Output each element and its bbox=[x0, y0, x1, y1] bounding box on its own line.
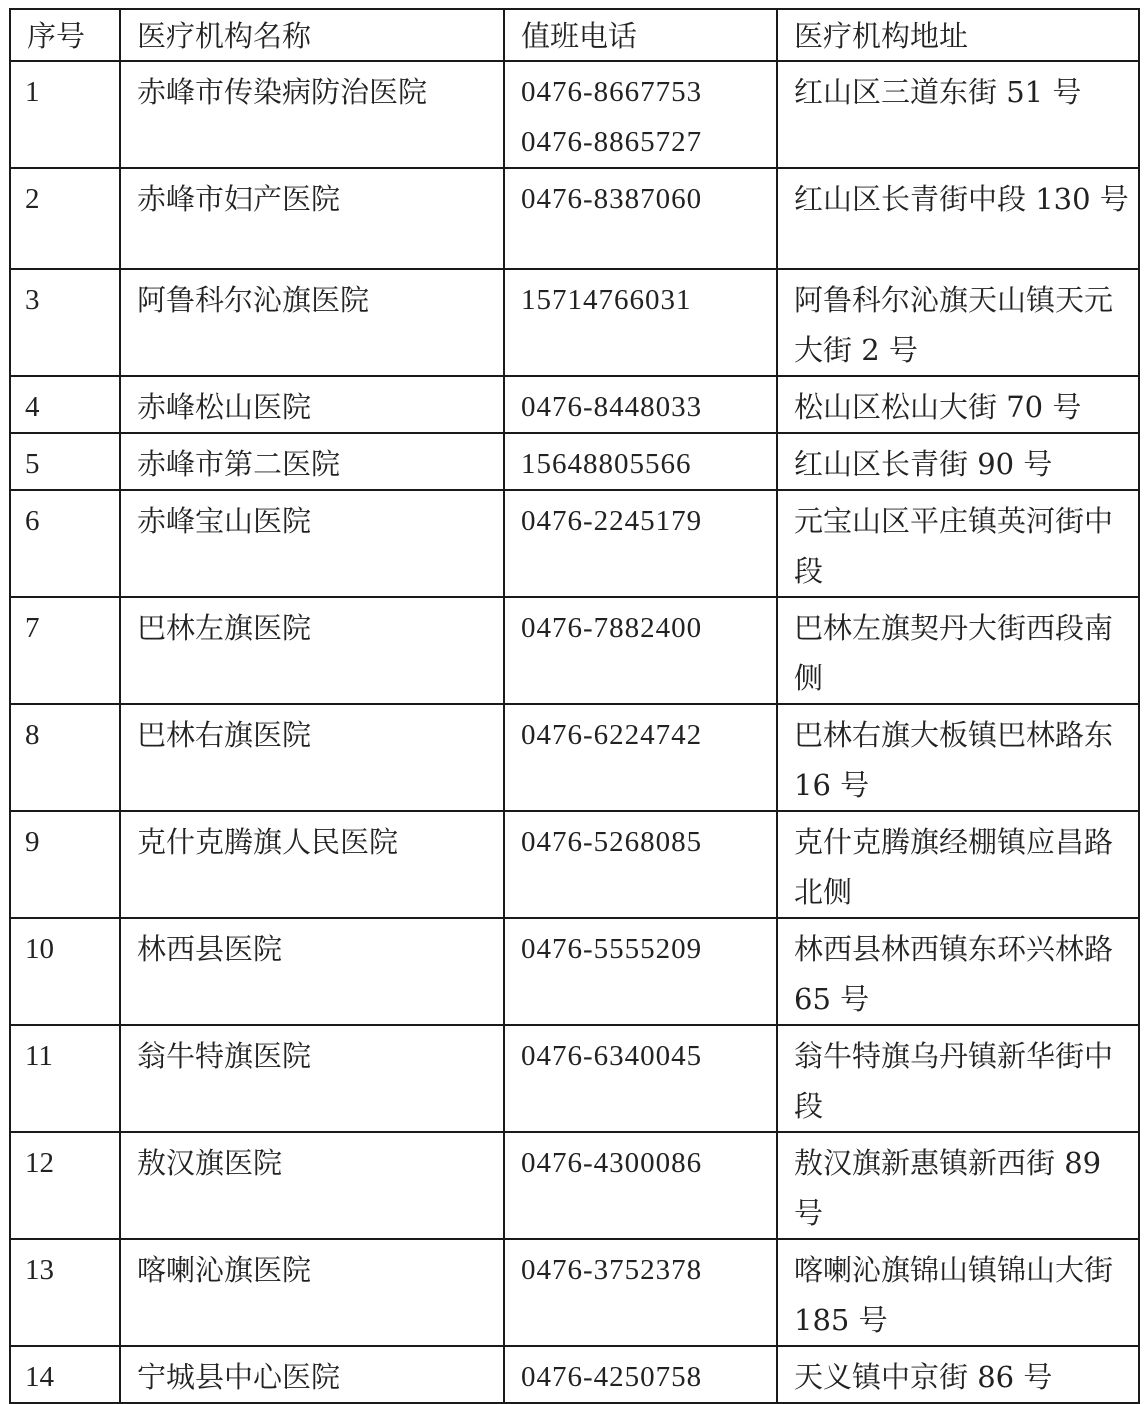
cell-address: 阿鲁科尔沁旗天山镇天元大街 2 号 bbox=[777, 269, 1139, 376]
cell-hospital-name: 赤峰市妇产医院 bbox=[120, 168, 504, 269]
cell-address: 喀喇沁旗锦山镇锦山大街 185 号 bbox=[777, 1239, 1139, 1346]
phone-number: 0476-4300086 bbox=[521, 1147, 703, 1179]
cell-number: 4 bbox=[10, 376, 120, 433]
phone-number: 0476-6340045 bbox=[521, 1040, 703, 1072]
cell-phone bbox=[504, 704, 777, 811]
cell-number: 10 bbox=[10, 918, 120, 1025]
phone-number: 0476-2245179 bbox=[521, 505, 703, 537]
header-cell-address: 医疗机构地址 bbox=[777, 9, 1139, 61]
cell-phone bbox=[504, 433, 777, 490]
cell-address: 天义镇中京街 86 号 bbox=[777, 1346, 1139, 1403]
cell-address: 红山区长青街中段 130 号 bbox=[777, 168, 1139, 269]
cell-phone bbox=[504, 168, 777, 269]
table-row bbox=[10, 1239, 1139, 1346]
cell-address: 翁牛特旗乌丹镇新华街中段 bbox=[777, 1025, 1139, 1132]
header-cell-number: 序号 bbox=[10, 9, 120, 61]
table-row bbox=[10, 433, 1139, 490]
header-cell-name: 医疗机构名称 bbox=[120, 9, 504, 61]
cell-number: 8 bbox=[10, 704, 120, 811]
cell-phone bbox=[504, 61, 777, 168]
phone-number: 15648805566 bbox=[521, 448, 692, 480]
cell-hospital-name: 赤峰市第二医院 bbox=[120, 433, 504, 490]
table-row bbox=[10, 61, 1139, 168]
phone-number: 0476-6224742 bbox=[521, 719, 703, 751]
cell-hospital-name: 宁城县中心医院 bbox=[120, 1346, 504, 1403]
cell-number: 12 bbox=[10, 1132, 120, 1239]
cell-address: 巴林右旗大板镇巴林路东 16 号 bbox=[777, 704, 1139, 811]
cell-phone bbox=[504, 918, 777, 1025]
cell-hospital-name: 赤峰宝山医院 bbox=[120, 490, 504, 597]
cell-address: 林西县林西镇东环兴林路 65 号 bbox=[777, 918, 1139, 1025]
cell-address: 红山区三道东街 51 号 bbox=[777, 61, 1139, 168]
cell-number: 9 bbox=[10, 811, 120, 918]
table-row bbox=[10, 1025, 1139, 1132]
table-row bbox=[10, 597, 1139, 704]
cell-hospital-name: 阿鲁科尔沁旗医院 bbox=[120, 269, 504, 376]
cell-address: 松山区松山大街 70 号 bbox=[777, 376, 1139, 433]
phone-number: 0476-3752378 bbox=[521, 1254, 703, 1286]
cell-number: 5 bbox=[10, 433, 120, 490]
phone-number: 0476-5555209 bbox=[521, 933, 703, 965]
phone-number: 0476-8667753 bbox=[521, 76, 703, 108]
table-row bbox=[10, 704, 1139, 811]
table-row bbox=[10, 1346, 1139, 1403]
cell-hospital-name: 喀喇沁旗医院 bbox=[120, 1239, 504, 1346]
cell-number: 11 bbox=[10, 1025, 120, 1132]
table-row bbox=[10, 376, 1139, 433]
cell-hospital-name: 赤峰松山医院 bbox=[120, 376, 504, 433]
table-row bbox=[10, 269, 1139, 376]
cell-number: 1 bbox=[10, 61, 120, 168]
cell-address: 敖汉旗新惠镇新西街 89 号 bbox=[777, 1132, 1139, 1239]
cell-phone bbox=[504, 1025, 777, 1132]
phone-number: 0476-7882400 bbox=[521, 612, 703, 644]
cell-number: 13 bbox=[10, 1239, 120, 1346]
table-row bbox=[10, 1132, 1139, 1239]
phone-number: 0476-8865727 bbox=[521, 126, 703, 158]
cell-number: 6 bbox=[10, 490, 120, 597]
cell-hospital-name: 翁牛特旗医院 bbox=[120, 1025, 504, 1132]
phone-number: 0476-8448033 bbox=[521, 391, 703, 423]
cell-address: 克什克腾旗经棚镇应昌路北侧 bbox=[777, 811, 1139, 918]
cell-phone bbox=[504, 1239, 777, 1346]
table-row bbox=[10, 168, 1139, 269]
phone-number: 0476-5268085 bbox=[521, 826, 703, 858]
table-row bbox=[10, 918, 1139, 1025]
cell-hospital-name: 巴林左旗医院 bbox=[120, 597, 504, 704]
cell-phone bbox=[504, 490, 777, 597]
cell-address: 巴林左旗契丹大街西段南侧 bbox=[777, 597, 1139, 704]
cell-number: 7 bbox=[10, 597, 120, 704]
cell-hospital-name: 巴林右旗医院 bbox=[120, 704, 504, 811]
cell-phone bbox=[504, 1132, 777, 1239]
table-row bbox=[10, 811, 1139, 918]
phone-number: 0476-4250758 bbox=[521, 1361, 703, 1393]
phone-number: 0476-8387060 bbox=[521, 183, 703, 215]
cell-number: 14 bbox=[10, 1346, 120, 1403]
cell-address: 元宝山区平庄镇英河街中段 bbox=[777, 490, 1139, 597]
cell-phone bbox=[504, 1346, 777, 1403]
cell-address: 红山区长青街 90 号 bbox=[777, 433, 1139, 490]
phone-number: 15714766031 bbox=[521, 284, 692, 316]
cell-phone bbox=[504, 597, 777, 704]
cell-number: 2 bbox=[10, 168, 120, 269]
table-row bbox=[10, 490, 1139, 597]
cell-hospital-name: 林西县医院 bbox=[120, 918, 504, 1025]
cell-phone bbox=[504, 376, 777, 433]
hospital-duty-table bbox=[9, 8, 1140, 1404]
header-cell-phone: 值班电话 bbox=[504, 9, 777, 61]
cell-number: 3 bbox=[10, 269, 120, 376]
table-header-row bbox=[10, 9, 1139, 61]
cell-phone bbox=[504, 811, 777, 918]
cell-hospital-name: 敖汉旗医院 bbox=[120, 1132, 504, 1239]
cell-hospital-name: 赤峰市传染病防治医院 bbox=[120, 61, 504, 168]
cell-hospital-name: 克什克腾旗人民医院 bbox=[120, 811, 504, 918]
cell-phone bbox=[504, 269, 777, 376]
